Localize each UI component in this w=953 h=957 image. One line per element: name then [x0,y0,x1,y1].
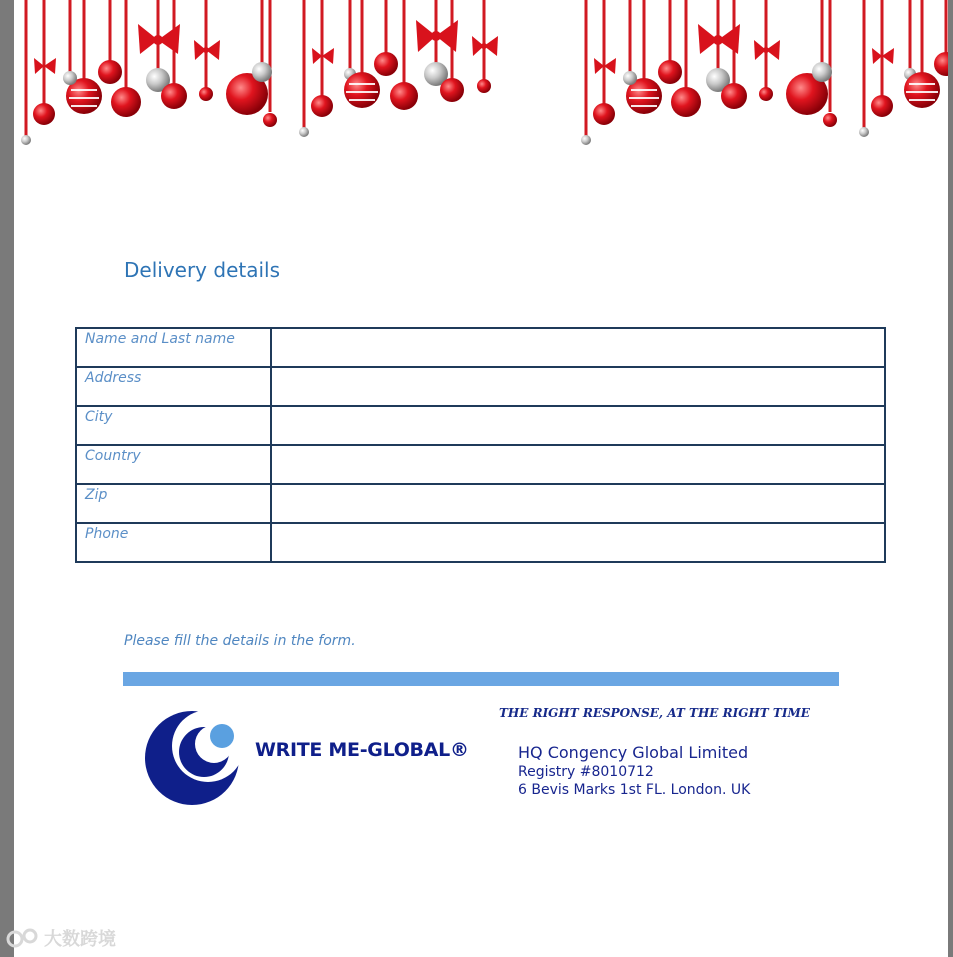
field-label: Name and Last name [76,328,271,367]
instruction-note: Please fill the details in the form. [124,633,356,649]
document-page [14,0,948,957]
name-field[interactable] [271,328,885,367]
table-row [76,367,885,406]
field-label: Address [76,367,271,406]
table-row [76,484,885,523]
field-label: Phone [76,523,271,562]
page-title: Delivery details [124,258,281,282]
field-label: City [76,406,271,445]
address-field[interactable] [271,367,885,406]
watermark-text: 大数跨境 [44,929,116,950]
phone-field[interactable] [271,523,885,562]
table-row [76,328,885,367]
delivery-form-table [75,327,886,563]
company-address [518,742,750,799]
tagline: THE RIGHT RESPONSE, AT THE RIGHT TIME [499,706,810,720]
country-field[interactable] [271,445,885,484]
address-line-street: 6 Bevis Marks 1st FL. London. UK [518,782,751,798]
table-row [76,406,885,445]
city-field[interactable] [271,406,885,445]
field-label: Zip [76,484,271,523]
footer-divider [123,672,839,686]
address-line-registry: Registry #8010712 [518,764,654,780]
watermark-logo-icon [6,927,40,949]
address-line-company: HQ Congency Global Limited [518,743,749,762]
crescent-moon-logo-icon [144,708,242,806]
brand-name: WRITE ME-GLOBAL® [255,739,469,761]
field-label: Country [76,445,271,484]
zip-field[interactable] [271,484,885,523]
watermark [6,925,116,951]
christmas-ornaments-icon [14,0,948,150]
table-row [76,445,885,484]
table-row [76,523,885,562]
